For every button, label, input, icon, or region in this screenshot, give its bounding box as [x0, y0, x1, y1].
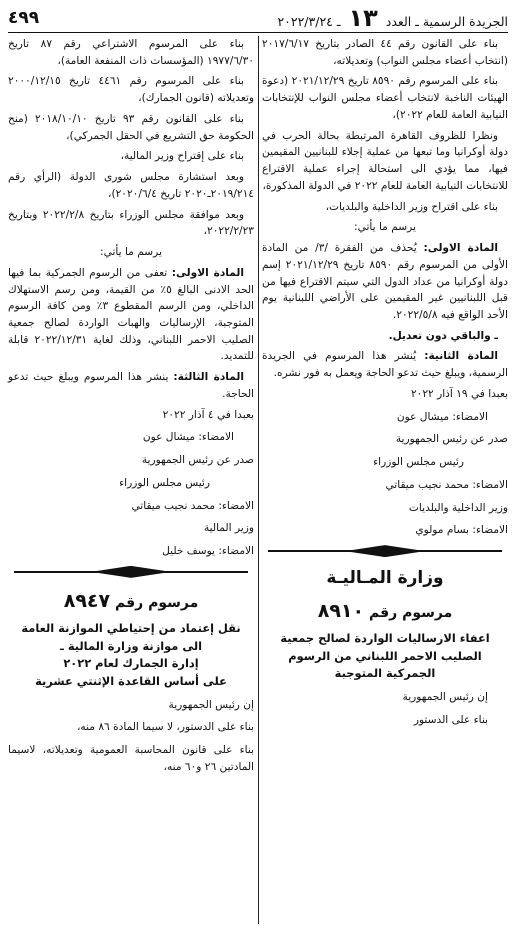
article-1-title: المادة الاولى:	[423, 242, 499, 255]
article-1-text: يُحذف من الفقرة /٣/ من المادة الأولى من المرسوم رقم ٨٥٩٠ تاريخ ٢٠٢١/١٢/٢٩ إسم دولة أوكرانيا من عداد الدول التي سيتم الاقتراع فيها من قبل اللبنانيين غير المقيمين على الأراضي اللبنانية يوم الأحد الواقع فيه ٢٠٢٢/٥/٨.	[262, 242, 508, 322]
closing-line: بناء على قانون المحاسبة العمومية وتعديلاته، لاسيما المادتين ٢٦ و٦٠ منه،	[8, 744, 254, 773]
signature-minister: الامضاء: يوسف خليل	[162, 545, 254, 558]
closing-line: بناء على الدستور، لا سيما المادة ٨٦ منه،	[76, 721, 254, 734]
right-column	[262, 36, 508, 734]
decree-subject-line: على أساس القاعدة الإثنتي عشرية	[35, 673, 227, 688]
ministry-heading: وزارة المـاليـة	[326, 568, 444, 589]
article-2-text: يُنشر هذا المرسوم في الجريدة الرسمية، ويبلغ حيث تدعو الحاجة ويعمل به فور نشره.	[262, 350, 508, 380]
decree-subject-line: نقل إعتماد من إحتياطي الموازنة العامة	[21, 620, 241, 635]
decree-subject-line: الى موازنة وزارة المالية ـ	[59, 638, 203, 653]
decree-number: ٨٩٤٧	[63, 589, 111, 612]
article-1-title: المادة الاولى:	[171, 266, 244, 279]
page-number: ٤٩٩	[8, 8, 40, 28]
left-column	[8, 36, 254, 781]
sign-date: بعبدا في ٤ آذار ٢٠٢٢	[162, 408, 254, 421]
closing-line: إن رئيس الجمهورية	[168, 698, 254, 711]
decree-subject	[8, 620, 254, 691]
preamble-paragraph: بناء على القانون رقم ٩٣ تاريخ ٢٠١٨/١٠/١٠ (منح الحكومة حق التشريع في الحقل الجمركي)،	[8, 112, 254, 142]
column-divider	[258, 36, 259, 924]
journal-name: الجريدة الرسمية ـ العدد	[385, 14, 508, 29]
signature-pm: الامضاء: محمد نجيب ميقاتي	[131, 499, 254, 512]
preamble-paragraph: بناء على القانون رقم ٤٤ الصادر بتاريخ ٢٠١٧/٦/١٧ (انتخاب أعضاء مجلس النواب) وتعديلاته،	[262, 38, 508, 67]
preamble-paragraph: بناء على اقتراح وزير الداخلية والبلديات،	[325, 200, 498, 213]
decree-label: مرسوم رقم	[369, 604, 453, 621]
journal-title	[277, 4, 508, 32]
preamble-paragraph: بناء على المرسوم رقم ٤٤٦١ تاريخ ٢٠٠٠/١٢/١٥ وتعديلاته (قانون الجمارك)،	[8, 75, 254, 105]
article-1-text: تعفى من الرسوم الجمركية بما فيها الحد الادنى البالغ ٥٪ من القيمة، ومن رسم الاستهلاك الداخلي، ومن الرسم المقطوع ٣٪ ومن كافة الرسوم المتوجبة، الإرساليات والهبات الواردة لصالح جمعية الصليب الاحمر اللبناني، وذلك لغاية ٢٠٢٢/١٢/٣١ قابلة للتمديد.	[8, 266, 254, 363]
pm-title: رئيس مجلس الوزراء	[119, 476, 210, 489]
signature-pm: الامضاء: محمد نجيب ميقاتي	[385, 478, 508, 491]
preamble-paragraph: بناء على المرسوم الاشتراعي رقم ٨٧ تاريخ ١٩٧٧/٦/٣٠ (المؤسسات ذات المنفعة العامة)،	[8, 38, 254, 67]
article-1	[8, 265, 254, 365]
section-divider	[268, 545, 502, 557]
decrees-heading: يرسم ما يأتي:	[354, 221, 416, 234]
page-header	[8, 4, 508, 33]
remainder-note: ـ والباقي دون تعديل.	[388, 329, 498, 342]
decree-subject-line: إدارة الجمارك لعام ٢٠٢٢	[63, 656, 199, 671]
minister-title: وزير الداخلية والبلديات	[408, 501, 508, 514]
decree-subject: اعفاء الارساليات الواردة لصالح جمعية الصليب الاحمر اللبناني من الرسوم الجمركية المتوجبة	[280, 630, 490, 681]
preamble-paragraph: وبعد موافقة مجلس الوزراء بتاريخ ٢٠٢٢/٢/٨ وبتاريخ ٢٠٢٢/٢/٢٣،	[8, 208, 254, 238]
decrees-heading: يرسم ما يأتي:	[100, 246, 162, 259]
article-2	[262, 348, 508, 381]
article-2-title: المادة الثالثة:	[173, 371, 244, 384]
issued-by: صدر عن رئيس الجمهورية	[141, 454, 254, 467]
decree-label: مرسوم رقم	[115, 594, 199, 611]
issue-date: ـ ٢٠٢٢/٣/٢٤	[277, 14, 341, 29]
decree-title	[262, 596, 508, 626]
signature-president: الامضاء: ميشال عون	[142, 431, 234, 444]
article-2-title: المادة الثانية:	[424, 350, 498, 363]
article-1	[262, 240, 508, 324]
issue-number: ١٣	[348, 4, 378, 32]
preamble-paragraph: وبعد استشارة مجلس شورى الدولة (الرأي رقم ٢٠١٩/٢١٤ـ٢٠٢٠ تاريخ ٢٠٢٠/٦/٤)،	[8, 171, 254, 200]
article-2-text: ينشر هذا المرسوم ويبلغ حيث تدعو الحاجة.	[8, 371, 254, 400]
sign-date: بعبدا في ١٩ آذار ٢٠٢٢	[410, 387, 508, 400]
issued-by: صدر عن رئيس الجمهورية	[395, 433, 508, 446]
closing-line: بناء على الدستور	[413, 713, 488, 726]
preamble-paragraph: ونظرا للظروف القاهرة المرتبطة بحالة الحرب في دولة أوكرانيا وما تبعها من عملية إجلاء للبنانيين المقيمين فيها، مما يؤدي الى استحالة إجراء عملية الاقتراع للانتخابات النيابية العامة للعام ٢٠٢٢ في الدولة المذكورة،	[262, 129, 508, 192]
signature-minister: الامضاء: بسام مولوي	[415, 524, 508, 537]
preamble-paragraph: بناء على إقتراح وزير المالية،	[120, 150, 244, 163]
decree-number: ٨٩١٠	[317, 599, 365, 622]
preamble-paragraph: بناء على المرسوم رقم ٨٥٩٠ تاريخ ٢٠٢١/١٢/٢٩ (دعوة الهيئات الناخبة لانتخاب أعضاء مجلس النواب للإنتخابات النيابية العامة للعام ٢٠٢٢)،	[262, 75, 508, 121]
closing-line: إن رئيس الجمهورية	[402, 690, 488, 703]
signature-president: الامضاء: ميشال عون	[396, 410, 488, 423]
decree-title	[8, 586, 254, 616]
pm-title: رئيس مجلس الوزراء	[373, 456, 464, 469]
section-divider	[14, 566, 248, 578]
article-2	[8, 369, 254, 402]
minister-title: وزير المالية	[203, 522, 254, 535]
